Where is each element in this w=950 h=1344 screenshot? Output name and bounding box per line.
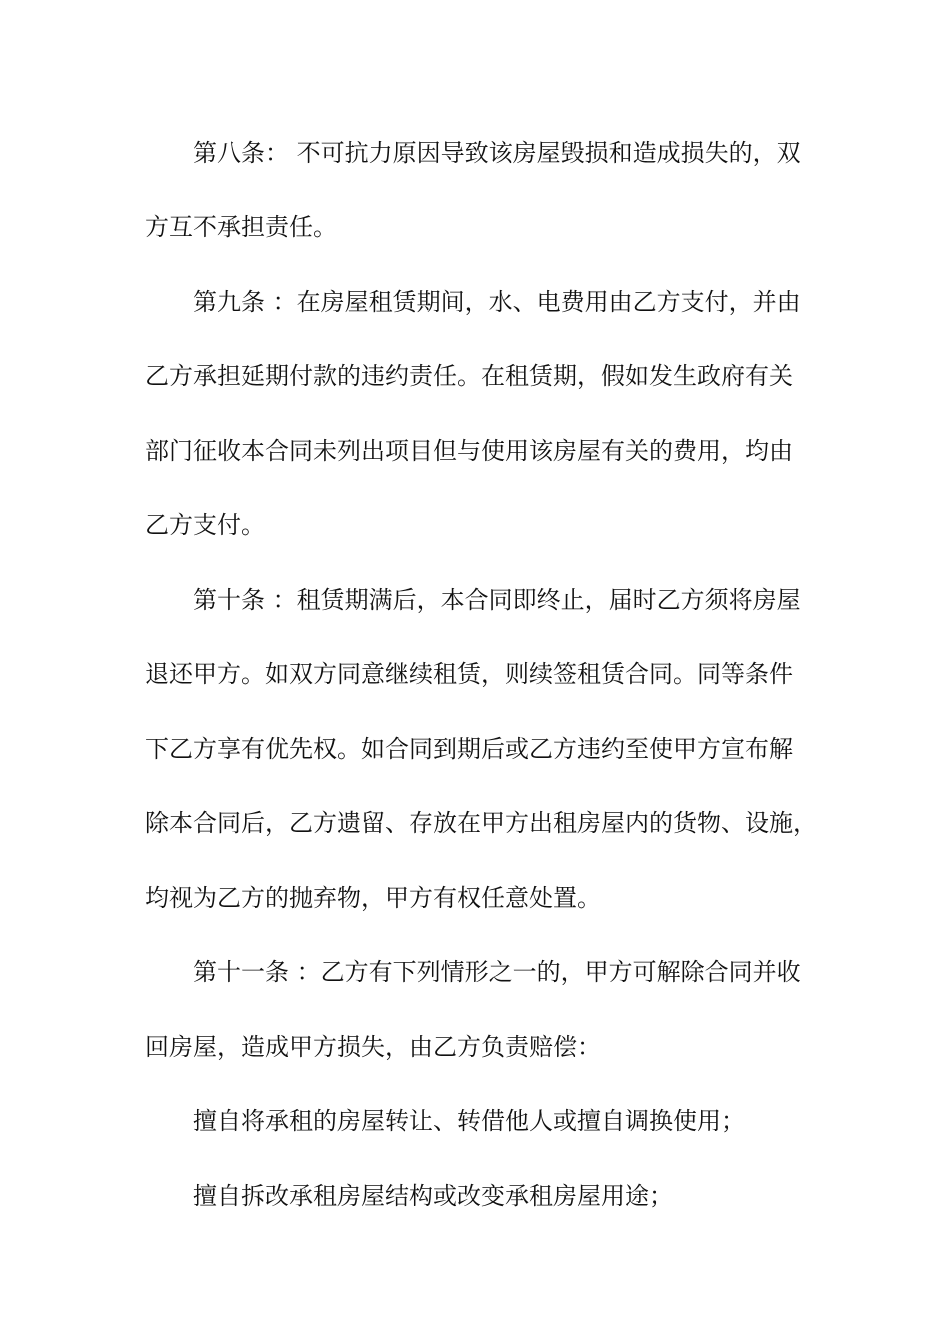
article-11-line-1: 第十一条 ：乙方有下列情形之一的，甲方可解除合同并收 <box>193 958 801 986</box>
article-8-line-2: 方互不承担责任。 <box>145 213 337 241</box>
article-10-line-1: 第十条 ：租赁期满后，本合同即终止，届时乙方须将房屋 <box>193 586 801 614</box>
article-11-item-2: 擅自拆改承租房屋结构或改变承租房屋用途； <box>193 1182 673 1210</box>
article-11-item-1: 擅自将承租的房屋转让、转借他人或擅自调换使用； <box>193 1107 745 1135</box>
article-9-line-4: 乙方支付。 <box>145 511 265 539</box>
article-10-line-4: 除本合同后，乙方遗留、存放在甲方出租房屋内的货物、设施， <box>145 809 817 837</box>
article-11-line-2: 回房屋，造成甲方损失，由乙方负责赔偿： <box>145 1033 601 1061</box>
article-9-line-3: 部门征收本合同未列出项目但与使用该房屋有关的费用，均由 <box>145 437 793 465</box>
article-10-line-2: 退还甲方。如双方同意继续租赁，则续签租赁合同。同等条件 <box>145 660 793 688</box>
article-9-line-2: 乙方承担延期付款的违约责任。在租赁期，假如发生政府有关 <box>145 362 793 390</box>
article-10-line-5: 均视为乙方的抛弃物，甲方有权任意处置。 <box>145 884 601 912</box>
article-10-line-3: 下乙方享有优先权。如合同到期后或乙方违约至使甲方宣布解 <box>145 735 793 763</box>
article-9-line-1: 第九条 ：在房屋租赁期间，水、电费用由乙方支付，并由 <box>193 288 801 316</box>
article-8-line-1: 第八条： 不可抗力原因导致该房屋毁损和造成损失的，双 <box>193 139 801 167</box>
